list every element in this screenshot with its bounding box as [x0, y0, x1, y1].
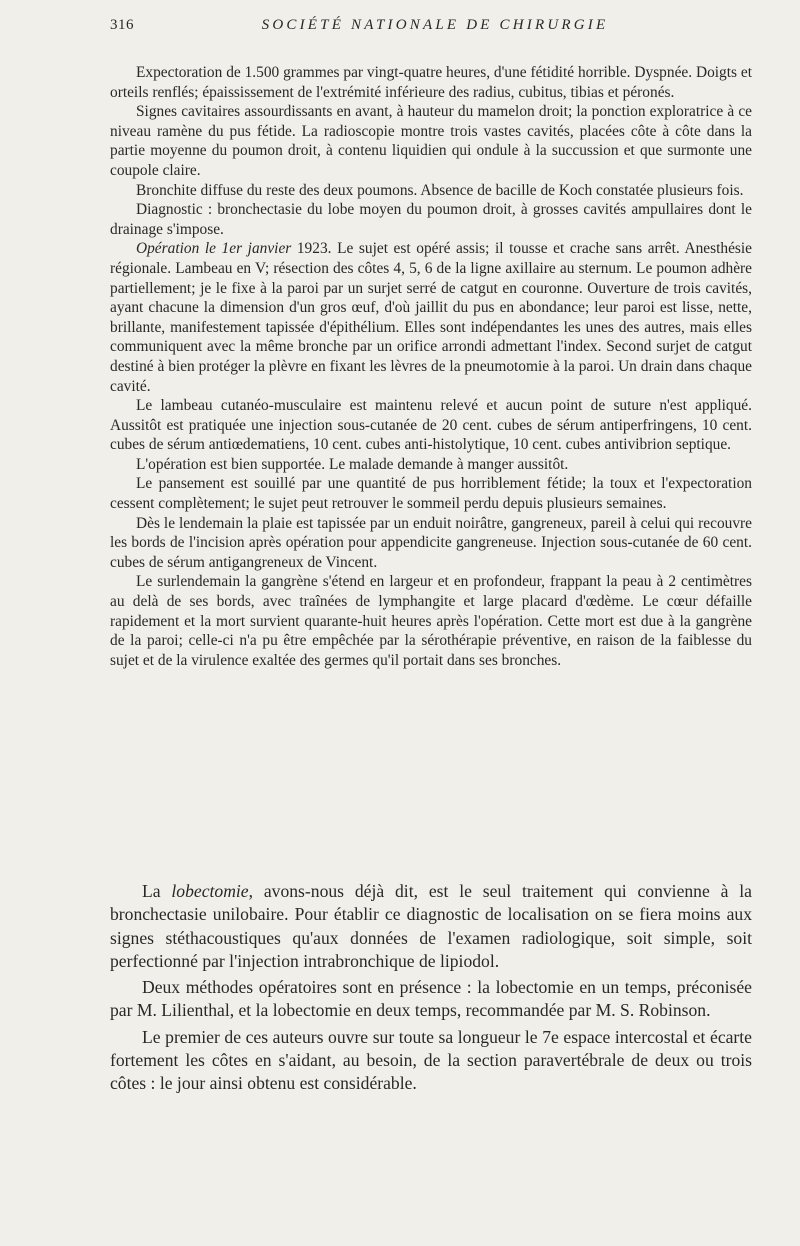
operation-date-italic: Opération le 1er janvier [136, 240, 292, 258]
paragraph-lead: La [142, 881, 172, 901]
paragraph: Le surlendemain la gangrène s'étend en largeur et en profondeur, frappant la peau à 2 centimètres au delà de ses bords, avec traînées de lymphangite et large placard d'œdème. Le cœur défaille rapidement et la mort survient quarante-huit heures après l'opération. Cette mort est due à la gangrène de la paroi; celle-ci n'a pu être empêchée par la sérothérapie préventive, en raison de la faiblesse du sujet et de la virulence exaltée des germes qu'il portait dans ses bronches. [110, 573, 752, 669]
paragraph: Bronchite diffuse du reste des deux poumons. Absence de bacille de Koch constatée plusieurs fois. [136, 181, 744, 199]
lobectomie-italic: lobectomie [171, 881, 249, 901]
paragraph: Deux méthodes opératoires sont en présence : la lobectomie en un temps, préconisée par M. Lilienthal, et la lobectomie en deux temps, recommandée par M. S. Robinson. [110, 977, 752, 1021]
paragraph [110, 880, 752, 973]
page-number: 316 [110, 17, 134, 33]
paragraph: L'opération est bien supportée. Le malade demande à manger aussitôt. [136, 455, 569, 473]
case-report [110, 63, 752, 670]
paragraph: Diagnostic : bronchectasie du lobe moyen du poumon droit, à grosses cavités ampullaires dont le drainage s'impose. [110, 201, 752, 238]
paragraph: Signes cavitaires assourdissants en avant, à hauteur du mamelon droit; la ponction exploratrice à ce niveau ramène du pus fétide. La radioscopie montre trois vastes cavités, placées côte à côte dans la partie moyenne du poumon droit, à contenu liquidien qui ondule à la succussion et que surmonte une coupole claire. [110, 103, 752, 179]
paragraph: Le lambeau cutanéo-musculaire est maintenu relevé et aucun point de suture n'est appliqué. Aussitôt est pratiquée une injection sous-cutanée de 20 cent. cubes de sérum antiperfringens, 10 cent. cubes de sérum antiœdematiens, 10 cent. cubes anti-histolytique, 10 cent. cubes antivibrion septique. [110, 397, 752, 454]
paragraph-text: 1923. Le sujet est opéré assis; il tousse et crache sans arrêt. Anesthésie régionale. Lambeau en V; résection des côtes 4, 5, 6 de la ligne axillaire au sternum. Le poumon adhère partiellement; je le fixe à la paroi par un surjet serré de catgut en couronne. Ouverture de trois cavités, ayant chacune la dimension d'un gros œuf, d'où jaillit du pus en abondance; leur paroi est lisse, nette, brillante, manifestement tapissée d'épithélium. Elles sont indépendantes les unes des autres, mais elles communiquent avec la même bronche par un orifice arrondi admettant l'index. Second surjet de catgut destiné à bien protéger la plèvre en fixant les lèvres de la pneumotomie à la paroi. Un drain dans chaque cavité. [110, 240, 753, 395]
paragraph: Le pansement est souillé par une quantité de pus horriblement fétide; la toux et l'expectoration cessent complètement; le sujet peut retrouver le sommeil perdu depuis plusieurs semaines. [110, 475, 752, 513]
paragraph: Expectoration de 1.500 grammes par vingt-quatre heures, d'une fétidité horrible. Dyspnée. Doigts et orteils renflés; épaississement de l'extrémité inférieure des radius, cubitus, tibias et péronés. [110, 64, 752, 101]
paragraph: Le premier de ces auteurs ouvre sur toute sa longueur le 7e espace intercostal et écarte fortement les côtes en s'aidant, au besoin, de la section paravertébrale de deux ou trois côtes : le jour ainsi obtenu est considérable. [110, 1026, 752, 1094]
discussion [110, 880, 752, 1096]
paragraph-text: , avons-nous déjà dit, est le seul traitement qui convienne à la bronchectasie unilobaire. Pour établir ce diagnostic de localisation on se fiera moins aux signes stéthacoustiques qu'aux données de l'examen radiologique, soit simple, soit perfectionné par l'injection intrabronchique de lipiodol. [110, 881, 752, 971]
page-header [110, 17, 760, 41]
running-title: SOCIÉTÉ NATIONALE DE CHIRURGIE [261, 17, 609, 33]
paragraph: Dès le lendemain la plaie est tapissée par un enduit noirâtre, gangreneux, pareil à celui qui recouvre les bords de l'incision après opération pour appendicite gangreneuse. Injection sous-cutanée de 60 cent. cubes de sérum antigangreneux de Vincent. [110, 514, 752, 571]
paragraph [110, 239, 752, 396]
